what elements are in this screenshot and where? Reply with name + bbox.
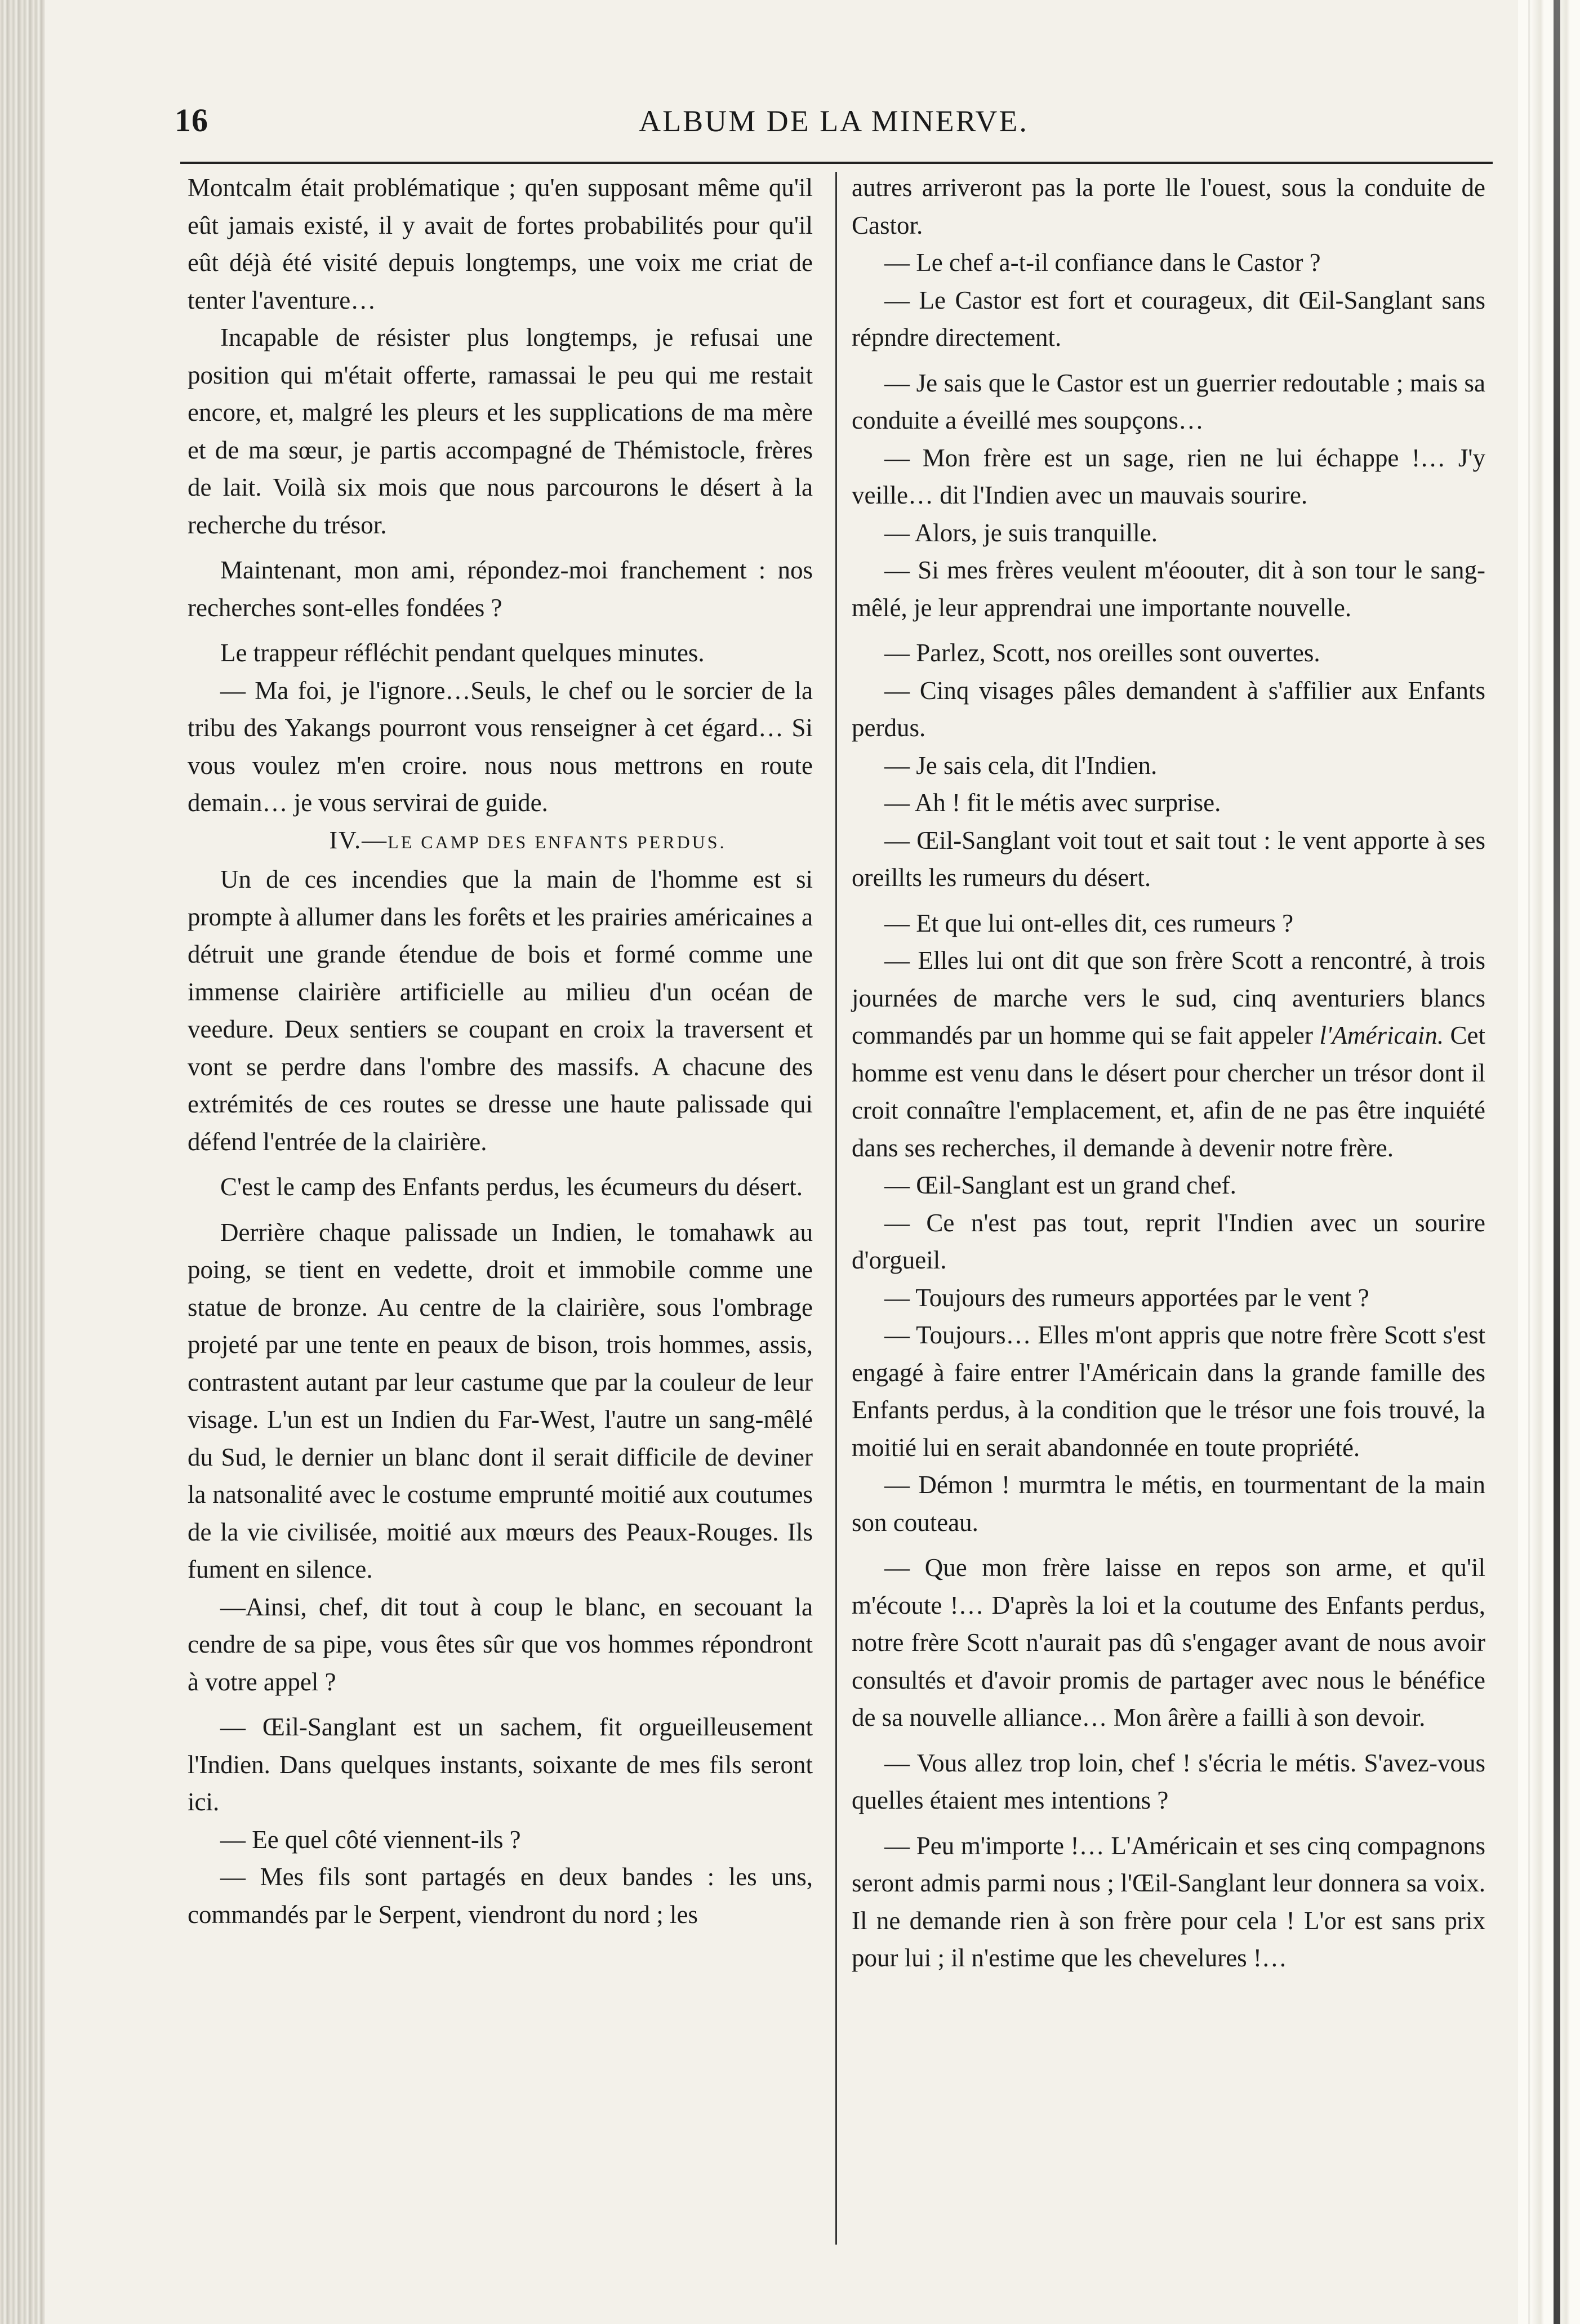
paragraph: — Alors, je suis tranquille. (884, 518, 1158, 547)
paragraph: — Vous allez trop loin, chef ! s'écria le métis. S'avez-vous quelles étaient mes intentions ? (852, 1748, 1485, 1814)
paragraph: — Toujours… Elles m'ont appris que notre frère Scott s'est engagé à faire entrer l'Américain dans la grande famille des Enfants perdus, à la condition que le trésor une fois trouvé, la moitié lui en serait abandonnée en toute propriété. (852, 1321, 1485, 1462)
paragraph: — Peu m'importe !… L'Américain et ses cinq compagnons seront admis parmi nous ; l'Œil-Sanglant leur donnera sa voix. Il ne demande rien à son frère pour cela ! L'or est sans prix pour lui ; il n'estime que les chevelures !… (852, 1831, 1485, 1972)
paragraph-text: Cet homme est venu dans le désert pour chercher un trésor dont il croit connaître l'emplacement, et, afin de ne pas être inquiété dans ses recherches, il demande à devenir notre frère. (852, 1021, 1486, 1162)
section-heading-title: LE CAMP DES ENFANTS PERDUS. (388, 831, 727, 852)
page-number: 16 (175, 102, 208, 139)
paragraph (852, 942, 1485, 1167)
paragraph: — Le Castor est fort et courageux, dit Œil-Sanglant sans répndre directement. (852, 286, 1485, 351)
paragraph: Incapable de résister plus longtemps, je refusai une position qui m'était offerte, ramassai le peu qui me restait encore, et, malgré les pleurs et les supplications de ma mère et de ma sœur, je partis accompagné de Thémistocle, frères de lait. Voilà six mois que nous parcourons le désert à la recherche du trésor. (188, 323, 813, 539)
paragraph: — Ma foi, je l'ignore…Seuls, le chef ou le sorcier de la tribu des Yakangs pourront vous renseigner à cet égard… Si vous voulez m'en croire. nous nous mettrons en route demain… je vous servirai de guide. (188, 676, 813, 817)
paragraph: — Mes fils sont partagés en deux bandes : les uns, commandés par le Serpent, viendront du nord ; les (188, 1863, 813, 1929)
paragraph: — Cinq visages pâles demandent à s'affilier aux Enfants perdus. (852, 676, 1485, 742)
header-rule (180, 162, 1493, 164)
section-heading (188, 822, 813, 861)
paragraph: — Toujours des rumeurs apportées par le vent ? (884, 1283, 1369, 1312)
emphasis: l'Américain. (1319, 1021, 1444, 1049)
page-header (175, 101, 1493, 146)
paragraph: autres arriveront pas la porte lle l'ouest, sous la conduite de Castor. (852, 173, 1485, 239)
section-heading-numeral: IV.— (329, 826, 388, 854)
paragraph: — Mon frère est un sage, rien ne lui échappe !… J'y veille… dit l'Indien avec un mauvais sourire. (852, 443, 1485, 509)
paragraph: — Que mon frère laisse en repos son arme, et qu'il m'écoute !… D'après la loi et la coutume des Enfants perdus, notre frère Scott n'aurait pas dû s'engager avant de nous avoir consultés et d'avoir promis de partager avec nous le bénéfice de sa nouvelle alliance… Mon ârère a failli à son devoir. (852, 1553, 1485, 1731)
paragraph: — Œil-Sanglant voit tout et sait tout : le vent apporte à ses oreillts les rumeurs du désert. (852, 826, 1485, 892)
paragraph: Montcalm était problématique ; qu'en supposant même qu'il eût jamais existé, il y avait de fortes probabilités pour qu'il eût déjà été visité depuis longtemps, une voix me criat de tenter l'aventure… (188, 173, 813, 314)
paragraph: Maintenant, mon ami, répondez-moi franchement : nos recherches sont-elles fondées ? (188, 556, 813, 622)
paragraph: C'est le camp des Enfants perdus, les écumeurs du désert. (220, 1173, 803, 1201)
paragraph: Le trappeur réfléchit pendant quelques minutes. (220, 639, 705, 667)
paragraph: —Ainsi, chef, dit tout à coup le blanc, en secouant la cendre de sa pipe, vous êtes sûr que vos hommes répondront à votre appel ? (188, 1592, 813, 1696)
paragraph: — Œil-Sanglant est un sachem, fit orgueilleusement l'Indien. Dans quelques instants, soixante de mes fils seront ici. (188, 1713, 813, 1816)
paragraph: — Je sais cela, dit l'Indien. (884, 751, 1158, 780)
paragraph: — Je sais que le Castor est un guerrier redoutable ; mais sa conduite a éveillé mes soupçons… (852, 368, 1485, 434)
paragraph: Derrière chaque palissade un Indien, le tomahawk au poing, se tient en vedette, droit et immobile comme une statue de bronze. Au centre de la clairière, sous l'ombrage projeté par une tente en peaux de bison, trois hommes, assis, contrastent autant par leur castume que par la couleur de leur visage. L'un est un Indien du Far-West, l'autre un sang-mêlé du Sud, le dernier un blanc dont il serait difficile de deviner la natsonalité avec le costume emprunté moitié aux coutumes de la vie civilisée, moitié aux mœurs des Peaux-Rouges. Ils fument en silence. (188, 1218, 813, 1583)
paragraph: — Ce n'est pas tout, reprit l'Indien avec un sourire d'orgueil. (852, 1208, 1485, 1274)
binding-edge-left (0, 0, 45, 2324)
column-divider (835, 172, 837, 2245)
binding-edge-right (1518, 0, 1580, 2324)
paragraph: — Le chef a-t-il confiance dans le Castor ? (884, 248, 1321, 277)
paragraph: — Et que lui ont-elles dit, ces rumeurs ? (884, 909, 1294, 937)
paragraph: — Œil-Sanglant est un grand chef. (884, 1171, 1236, 1199)
left-column (188, 169, 813, 1933)
paragraph: — Parlez, Scott, nos oreilles sont ouvertes. (884, 639, 1320, 667)
paragraph: Un de ces incendies que la main de l'homme est si prompte à allumer dans les forêts et les prairies américaines a détruit une grande étendue de bois et formé comme une immense clairière artificielle au milieu d'un océan de veedure. Deux sentiers se coupant en croix la traversent et vont se perdre dans l'ombre des massifs. A chacune des extrémités de ces routes se dresse une haute palissade qui défend l'entrée de la clairière. (188, 865, 813, 1156)
paragraph-text: — Elles lui ont dit que son frère Scott a rencontré, à trois journées de marche vers le sud, cinq aventuriers blancs commandés par un homme qui se fait appeler (852, 946, 1485, 1049)
paragraph: — Ah ! fit le métis avec surprise. (884, 789, 1221, 817)
paragraph: — Démon ! murmtra le métis, en tourmentant de la main son couteau. (852, 1471, 1485, 1537)
paragraph: — Ee quel côté viennent-ils ? (220, 1825, 521, 1854)
right-column (852, 169, 1485, 1977)
paragraph: — Si mes frères veulent m'éoouter, dit à son tour le sang-mêlé, je leur apprendrai une importante nouvelle. (852, 556, 1485, 622)
running-title: ALBUM DE LA MINERVE. (639, 104, 1029, 138)
